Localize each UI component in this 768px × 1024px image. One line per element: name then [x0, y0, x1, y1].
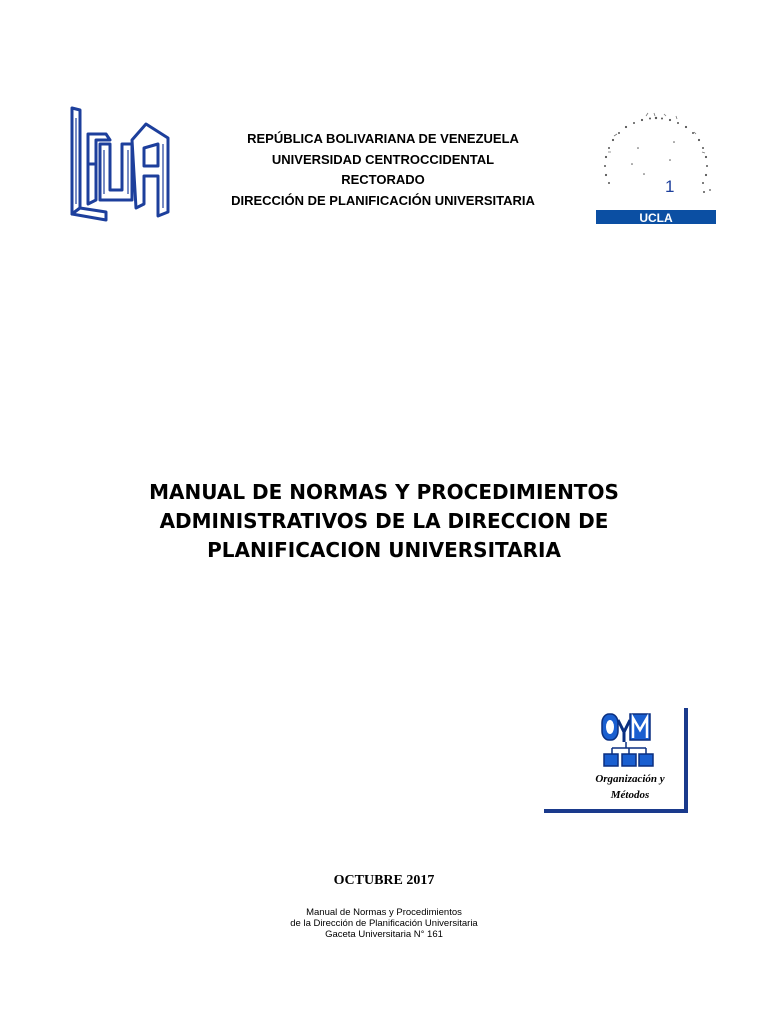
seal-band-label: UCLA	[639, 211, 673, 225]
oym-caption-line-2: Métodos	[610, 788, 650, 801]
ucla-logo-icon	[66, 104, 176, 226]
footer-line-3: Gaceta Universitaria N° 161	[325, 929, 443, 940]
seal-number: 1	[665, 177, 675, 196]
oym-caption	[565, 772, 695, 803]
footer-note	[234, 907, 534, 940]
footer-line-1: Manual de Normas y Procedimientos	[306, 907, 462, 918]
document-title	[84, 478, 684, 565]
footer-line-2: de la Dirección de Planificación Universitaria	[290, 918, 478, 929]
institution-header	[200, 129, 566, 211]
ucla-seal-icon	[592, 104, 720, 228]
title-line-1: MANUAL DE NORMAS Y PROCEDIMIENTOS	[149, 480, 619, 504]
header-country: REPÚBLICA BOLIVARIANA DE VENEZUELA	[247, 131, 519, 146]
header-university: UNIVERSIDAD CENTROCCIDENTAL	[271, 151, 495, 167]
title-line-3: PLANIFICACION UNIVERSITARIA	[207, 538, 561, 562]
header-directorate: DIRECCIÓN DE PLANIFICACIÓN UNIVERSITARIA	[231, 192, 535, 208]
publication-date: OCTUBRE 2017	[333, 873, 435, 888]
oym-caption-line-1: Organización y	[595, 773, 665, 785]
header-rectorate: RECTORADO	[341, 172, 425, 187]
title-line-2: ADMINISTRATIVOS DE LA DIRECCION DE	[159, 509, 609, 533]
